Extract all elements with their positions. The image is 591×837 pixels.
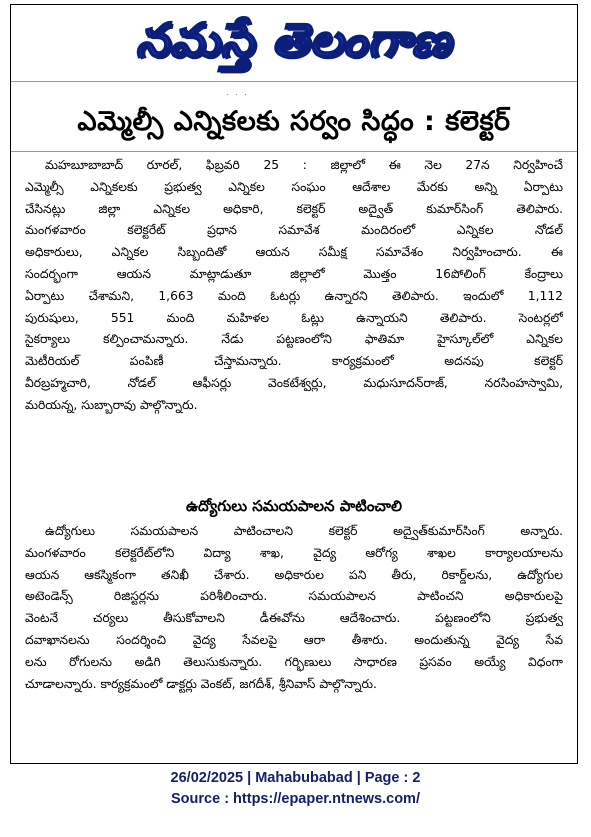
newspaper-logo: నమస్తే తెలంగాణ (136, 13, 452, 67)
headline-divider (11, 151, 577, 152)
article-line: చూడాలన్నారు. కార్యక్రమంలో డాక్టర్లు వెంకట్, జగదీశ్, శ్రీనివాస్ పాల్గొన్నారు. (25, 676, 377, 691)
article-line: మహబూబాబాద్ రూరల్, ఫిబ్రవరి 25 : జిల్లాలో ఈ నెల 27న నిర్వహించే (45, 158, 563, 172)
article-line: సైకర్యాలు కల్పించామన్నారు. నేడు పట్టణంలోని ఫాతిమా హైస్కూల్‌లో ఎన్నికల (25, 332, 563, 347)
article-line: పురుషులు, 551 మంది మహిళల ఓట్లు ఉన్నాయని తెలిపారు. సెంటర్లలో (25, 310, 563, 325)
article-line: దవాఖానలను సందర్శించి వైద్య సేవలపై ఆరా తీశారు. అందుతున్న వైద్య సేవ (25, 632, 563, 647)
article-line: వెంటనే చర్యలు తీసుకోవాలని డీఈవోను ఆదేశించారు. పట్టణంలోని ప్రభుత్వ (25, 611, 563, 626)
ornament-dots: . . . (226, 88, 249, 97)
footer-source: Source : https://epaper.ntnews.com/ (171, 791, 420, 807)
article-line: మంగళవారం కలెక్టరేట్‌లోని విద్యా శాఖ, వైద్య ఆరోగ్య శాఖల కార్యాలయాలను (25, 545, 563, 560)
article-line: మంగళవారం కలెక్టరేట్ ప్రధాన సమావేశ మందిరంలో ఎన్నికల నోడల్ (25, 223, 563, 238)
article-line: మెటీరియల్ పంపిణీ చేస్తామన్నారు. కార్యక్రమంలో అదనపు కలెక్టర్ (25, 354, 563, 369)
article-subheading: ఉద్యోగులు సమయపాలన పాటించాలి (186, 497, 402, 515)
article-line: ఏర్పాటు చేశామని, 1,663 మంది ఓటర్లు ఉన్నారని తెలిపారు. ఇందులో 1,112 (25, 288, 563, 303)
article-line: అటెండెన్స్ రిజిస్టర్లను పరిశీలించారు. సమయపాలన పాటించని అధికారులపై (25, 589, 563, 604)
footer-date-edition: 26/02/2025 | Mahabubabad | Page : 2 (170, 770, 421, 786)
article-line: మరియన్న, సుబ్బారావు పాల్గొన్నారు. (25, 397, 198, 412)
article-line: అధికారులు, ఎన్నికల సిబ్బందితో ఆయన సమీక్ష సమావేశం నిర్వహించారు. ఈ (25, 245, 563, 260)
masthead (11, 5, 577, 79)
article-line: వీరబ్రహ్మచారి, నోడల్ ఆఫీసర్లు వెంకటేశ్వర్లు, మధుసూదన్‌రాజ్, నరసింహస్వామి, (25, 375, 563, 390)
article-body-1 (25, 155, 563, 417)
newspaper-clipping (10, 4, 578, 764)
article-headline: ఎమ్మెల్సీ ఎన్నికలకు సర్వం సిద్ధం : కలెక్టర్ (77, 106, 511, 137)
article-body-2 (25, 521, 563, 695)
article-line: ఆయన ఆకస్మికంగా తనిఖీ చేశారు. అధికారుల పని తీరు, రికార్డ్‌లను, ఉద్యోగుల (25, 567, 563, 582)
article-line: లను రోగులను అడిగి తెలుసుకున్నారు. గర్భిణులు సాధారణ ప్రసవం అయ్యే విధంగా (25, 654, 563, 669)
article-line: ఎమ్మెల్సీ ఎన్నికలకు ప్రభుత్వ ఎన్నికల సంఘం ఆదేశాల మేరకు అన్ని ఏర్పాటు (25, 179, 563, 194)
article-line: సందర్భంగా ఆయన మాట్లాడుతూ జిల్లాలో మొత్తం 16పోలింగ్ కేంద్రాలు (25, 266, 563, 281)
article-line: చేసినట్లు జిల్లా ఎన్నికల అధికారి, కలెక్టర్ అద్వైత్ కుమార్‌సింగ్ తెలిపారు. (25, 201, 563, 216)
article-line: ఉద్యోగులు సమయపాలన పాటించాలని కలెక్టర్ అద్వైత్‌కుమార్‌సింగ్ అన్నారు. (45, 524, 563, 538)
masthead-divider (11, 81, 577, 82)
